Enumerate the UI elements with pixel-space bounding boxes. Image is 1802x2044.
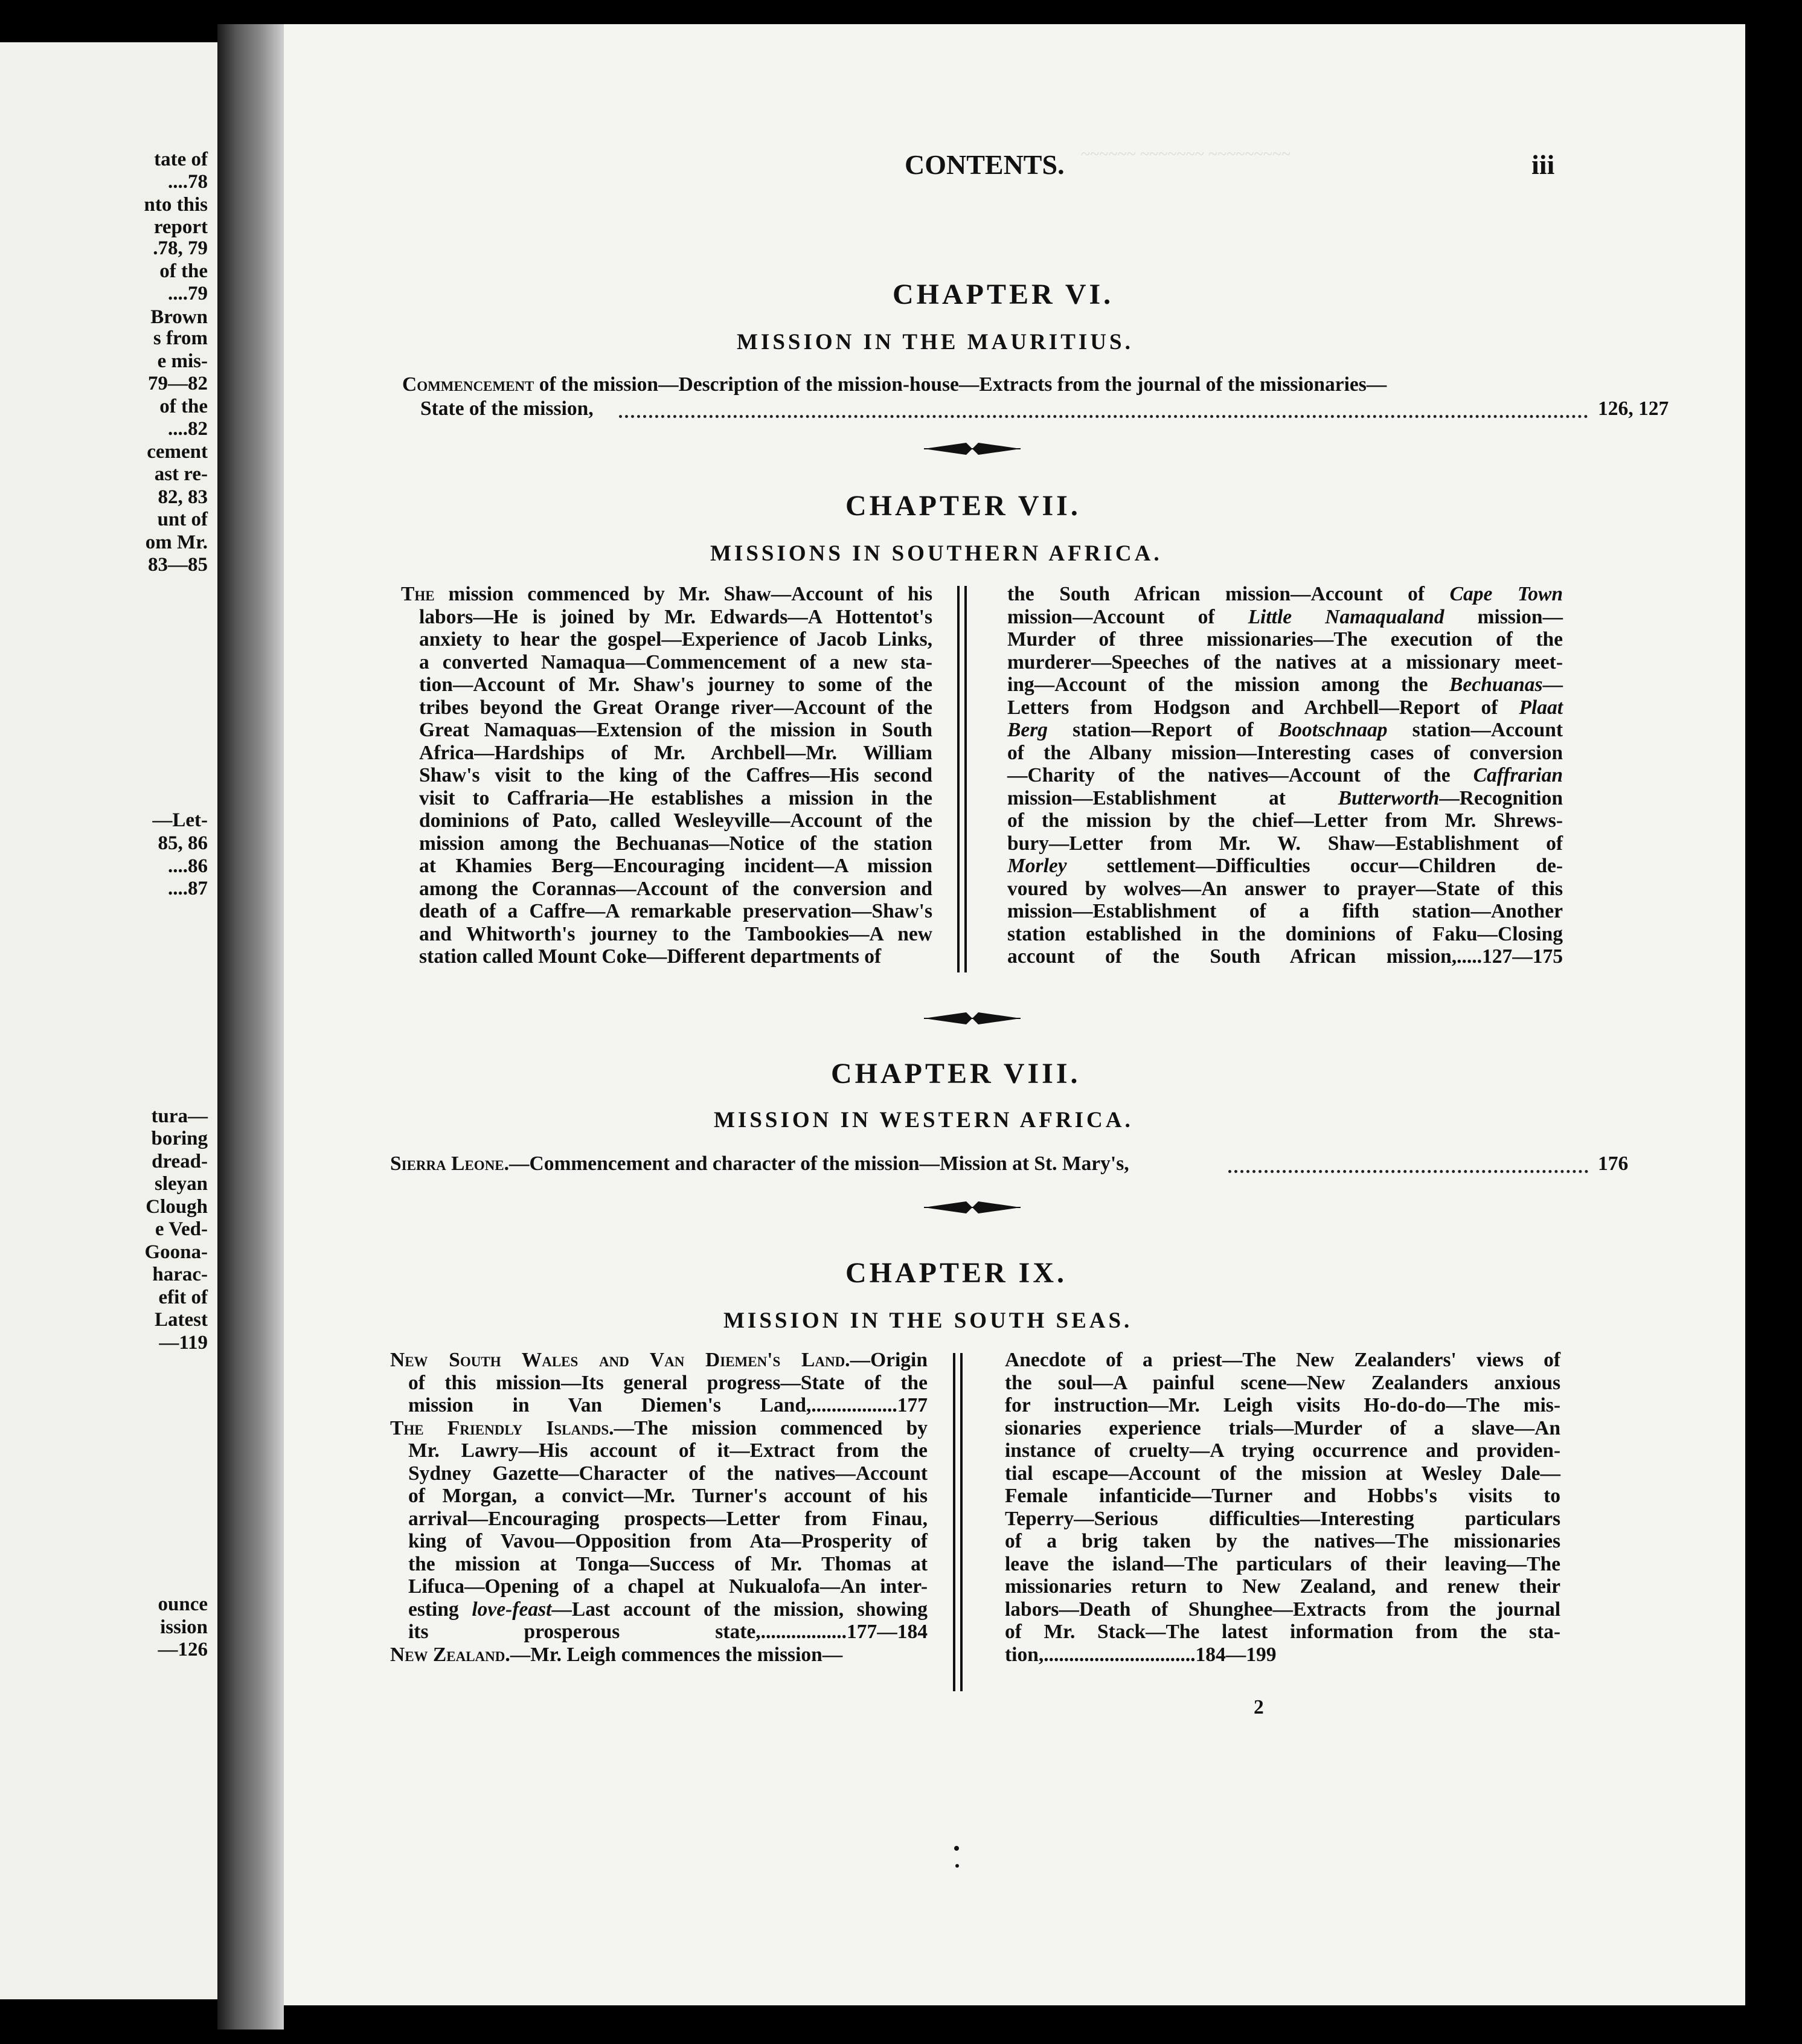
toc-line: tribes beyond the Great Orange river—Account of the (419, 696, 932, 719)
leader-dots (1228, 1166, 1588, 1173)
chapter-heading-vii: CHAPTER VII. (845, 490, 1081, 522)
left-page-fragment: —Let- (152, 809, 208, 831)
page-number: iii (1531, 149, 1555, 180)
chapter-title-vii: MISSIONS IN SOUTHERN AFRICA. (710, 541, 1162, 566)
toc-line: mission—Establishment of a fifth station—Another (1007, 900, 1563, 922)
left-page-fragment: dread- (152, 1151, 208, 1172)
toc-line: station called Mount Coke—Different departments of (419, 945, 882, 968)
toc-line: Shaw's visit to the king of the Caffres—His second (419, 764, 932, 786)
toc-line: of this mission—Its general progress—State of the (408, 1371, 928, 1394)
toc-line: tial escape—Account of the mission at Wesley Dale— (1005, 1462, 1560, 1485)
toc-line: of Morgan, a convict—Mr. Turner's account of his (408, 1485, 928, 1507)
left-page-fragment: ....78 (168, 171, 208, 193)
entry-lead: Commencement (402, 373, 534, 396)
toc-line: sionaries experience trials—Murder of a slave—An (1005, 1416, 1560, 1439)
left-page-fragment: ounce (158, 1593, 208, 1615)
toc-line: tion—Account of Mr. Shaw's journey to some of the (419, 673, 932, 696)
toc-line: —Charity of the natives—Account of the Caffrarian (1007, 764, 1563, 786)
toc-line: New Zealand.—Mr. Leigh commences the mission— (390, 1643, 843, 1666)
entry-text: —Commencement and character of the mission—Mission at St. Mary's, (509, 1152, 1129, 1175)
toc-line: Sydney Gazette—Character of the natives—Account (408, 1462, 928, 1485)
toc-line: tion,..............................184—199 (1005, 1643, 1277, 1666)
left-page-fragment: tura— (151, 1105, 208, 1127)
column-rule (964, 586, 967, 972)
left-page-fragment: unt of (157, 509, 208, 530)
left-page-fragment: ....82 (168, 418, 208, 440)
toc-line: anxiety to hear the gospel—Experience of Jacob Links, (419, 628, 932, 651)
toc-line: Letters from Hodgson and Archbell—Report of Plaat (1007, 696, 1563, 719)
left-page-fragment: 83—85 (148, 554, 208, 576)
signature-mark: 2 (1254, 1696, 1264, 1718)
toc-line: Mr. Lawry—His account of it—Extract from the (408, 1439, 928, 1462)
toc-line: Berg station—Report of Bootschnaap station—Account (1007, 719, 1563, 741)
ornamental-separator (924, 441, 1021, 457)
chapter-title-vi: MISSION IN THE MAURITIUS. (737, 330, 1133, 355)
left-page-fragment: ast re- (154, 463, 208, 485)
toc-line: a converted Namaqua—Commencement of a new sta- (419, 651, 932, 673)
toc-line: instance of cruelty—A trying occurrence and providen- (1005, 1439, 1560, 1462)
left-page-fragment: 85, 86 (158, 832, 208, 854)
toc-line: leave the island—The particulars of their leaving—The (1005, 1552, 1560, 1575)
left-page-fragment: 79—82 (148, 373, 208, 394)
left-page-fragment: —126 (158, 1639, 208, 1660)
left-page-fragment: boring (151, 1128, 208, 1149)
bleed-through-text: ~~~~~~ ~~~~~~~ ~~~~~~~~~ (1081, 145, 1291, 164)
chapter-viii-entry (390, 1152, 1129, 1175)
left-page-fragment: report (153, 216, 208, 238)
toc-line: voured by wolves—An answer to prayer—State of this (1007, 877, 1563, 900)
left-page-fragment: nto this (144, 194, 208, 216)
toc-line: among the Corannas—Account of the conversion and (419, 877, 932, 900)
toc-line: ing—Account of the mission among the Bechuanas— (1007, 673, 1563, 696)
left-page-fragment: Latest (155, 1309, 208, 1331)
toc-line: New South Wales and Van Diemen's Land.—Origin (390, 1349, 928, 1371)
left-page-fragment: of the (159, 260, 208, 282)
left-page-fragment: tate of (154, 149, 208, 170)
chapter-viii-pages: 176 (1598, 1152, 1629, 1175)
toc-line: murderer—Speeches of the natives at a missionary meet- (1007, 651, 1563, 673)
entry-text: of the mission—Description of the mission-house—Extracts from the journal of the missionaries— (534, 373, 1387, 396)
left-page-fragment: of the (159, 396, 208, 417)
toc-line: Morley settlement—Difficulties occur—Children de- (1007, 855, 1563, 877)
toc-line: mission—Establishment at Butterworth—Recognition (1007, 786, 1563, 809)
column-rule (960, 1353, 963, 1691)
chapter-title-ix: MISSION IN THE SOUTH SEAS. (723, 1308, 1133, 1333)
left-page-fragment: e Ved- (155, 1218, 208, 1240)
toc-line: mission—Account of Little Namaqualand mission— (1007, 605, 1563, 628)
toc-line: missionaries return to New Zealand, and renew their (1005, 1575, 1560, 1598)
left-page-fragment: Goona- (144, 1241, 208, 1263)
toc-line: Great Namaquas—Extension of the mission in South (419, 719, 932, 741)
toc-line: labors—Death of Shunghee—Extracts from the journal (1005, 1598, 1560, 1621)
chapter-vi-entry-line2 (420, 397, 594, 420)
left-page-fragment: —119 (159, 1332, 208, 1354)
toc-line: the mission at Tonga—Success of Mr. Thomas at (408, 1552, 928, 1575)
running-header-title: CONTENTS. (905, 149, 1065, 180)
toc-line: visit to Caffraria—He establishes a mission in the (419, 786, 932, 809)
toc-line: The mission commenced by Mr. Shaw—Account of his (401, 583, 932, 605)
toc-line: king of Vavou—Opposition from Ata—Prosperity of (408, 1530, 928, 1552)
toc-line: of the mission by the chief—Letter from Mr. Shrews- (1007, 809, 1563, 832)
ornamental-separator (924, 1200, 1021, 1215)
page-speck (955, 1864, 959, 1868)
toc-line: station established in the dominions of Faku—Closing (1007, 922, 1563, 945)
toc-line: Murder of three missionaries—The execution of the (1007, 628, 1563, 651)
toc-line: bury—Letter from Mr. W. Shaw—Establishment of (1007, 832, 1563, 855)
column-rule (957, 586, 960, 972)
chapter-heading-vi: CHAPTER VI. (893, 278, 1114, 310)
toc-line: Anecdote of a priest—The New Zealanders' views of (1005, 1349, 1560, 1371)
toc-line: Female infanticide—Turner and Hobbs's visits to (1005, 1485, 1560, 1507)
left-page-fragment: harac- (152, 1264, 208, 1285)
left-page-fragment: ....86 (168, 855, 208, 877)
toc-line: Africa—Hardships of Mr. Archbell—Mr. William (419, 741, 932, 764)
toc-line: The Friendly Islands.—The mission commenced by (390, 1416, 928, 1439)
entry-text: State of the mission, (420, 397, 594, 420)
left-page-fragment: ission (160, 1616, 208, 1638)
toc-line: mission among the Bechuanas—Notice of the station (419, 832, 932, 855)
chapter-heading-viii: CHAPTER VIII. (831, 1058, 1081, 1090)
toc-line: of Mr. Stack—The latest information from the sta- (1005, 1621, 1560, 1643)
toc-line: mission in Van Diemen's Land,.................177 (408, 1394, 928, 1416)
toc-line: labors—He is joined by Mr. Edwards—A Hottentot's (419, 605, 932, 628)
toc-line: Lifuca—Opening of a chapel at Nukualofa—An inter- (408, 1575, 928, 1598)
left-page-fragment: sleyan (154, 1173, 208, 1195)
ornamental-separator (924, 1011, 1021, 1026)
toc-line: at Khamies Berg—Encouraging incident—A mission (419, 855, 932, 877)
left-page-fragment: s from (153, 327, 208, 349)
toc-line: its prosperous state,.................177—184 (408, 1621, 928, 1643)
toc-line: the soul—A painful scene—New Zealanders anxious (1005, 1371, 1560, 1394)
toc-line: account of the South African mission,.....127—175 (1007, 945, 1563, 968)
column-rule (953, 1353, 955, 1691)
leader-dots (619, 411, 1588, 418)
left-facing-page (0, 42, 217, 1999)
main-page (284, 24, 1745, 2005)
toc-line: esting love-feast—Last account of the mission, showing (408, 1598, 928, 1621)
toc-line: dominions of Pato, called Wesleyville—Account of the (419, 809, 932, 832)
entry-lead: Sierra Leone. (390, 1152, 510, 1175)
left-page-fragment: ....79 (168, 283, 208, 304)
chapter-vi-pages: 126, 127 (1598, 397, 1669, 420)
left-page-fragment: e mis- (157, 350, 208, 372)
left-page-fragment: cement (147, 441, 208, 463)
left-page-fragment: 82, 83 (158, 486, 208, 508)
left-page-fragment: efit of (158, 1287, 208, 1308)
chapter-vi-entry-line1 (402, 373, 1387, 396)
toc-line: for instruction—Mr. Leigh visits Ho-do-do—The mis- (1005, 1394, 1560, 1416)
left-page-fragment: Brown (150, 306, 208, 328)
toc-line: and Whitworth's journey to the Tambookies—A new (419, 922, 932, 945)
toc-line: the South African mission—Account of Cape Town (1007, 583, 1563, 605)
page-gutter (217, 24, 284, 2030)
left-page-fragment: .78, 79 (153, 237, 208, 259)
chapter-heading-ix: CHAPTER IX. (845, 1257, 1068, 1289)
left-page-fragment: Clough (146, 1196, 208, 1218)
toc-line: of the Albany mission—Interesting cases of conversion (1007, 741, 1563, 764)
left-page-fragment: ....87 (168, 878, 208, 899)
toc-line: of a brig taken by the natives—The missionaries (1005, 1530, 1560, 1552)
toc-line: death of a Caffre—A remarkable preservation—Shaw's (419, 900, 932, 922)
page-speck (954, 1846, 959, 1851)
toc-line: arrival—Encouraging prospects—Letter from Finau, (408, 1507, 928, 1530)
chapter-title-viii: MISSION IN WESTERN AFRICA. (714, 1108, 1133, 1133)
left-page-fragment: om Mr. (145, 532, 208, 553)
toc-line: Teperry—Serious difficulties—Interesting particulars (1005, 1507, 1560, 1530)
